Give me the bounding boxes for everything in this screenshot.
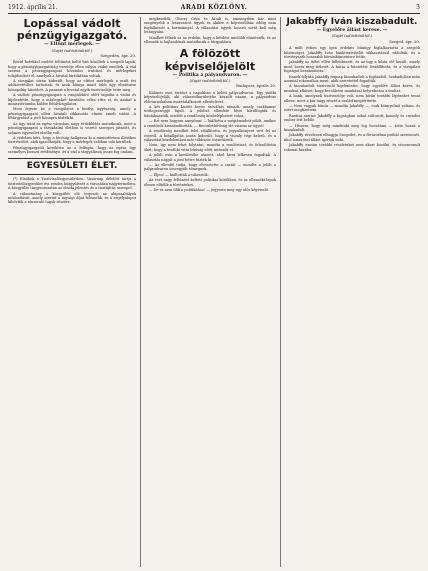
article-3-source: (Saját tudósítónktól.) — [331, 33, 373, 39]
article-3-paragraph: A bank, amelynek tisztviselője volt, nem kíván további lépéseket tenni ellene, mert a kár nagy részét a család megtérítette. — [284, 94, 420, 103]
article-2-paragraph: — Éljen! — kiáltották a választók. — [149, 172, 209, 177]
article-3-paragraph: A kiszabadult tisztviselő kijelentette, hogy egyelőre állást keres, és mindent elkövet, hogy becsületes munkával helyrehozza a multat. — [284, 84, 420, 93]
article-2-title-line1: A fölözött — [179, 47, 241, 61]
article-1-title-line2: pénzügyigazgató. — [16, 29, 128, 43]
article-3-paragraph: — Nem vagyok bűnös — mondta Jakabffy —, csak könnyelmű voltam, és ezért megfizettem. — [284, 103, 420, 113]
article-3-paragraph: Barátai szerint Jakabffy a fogságban sokat változott, komoly és csendes ember lett belőle. — [284, 113, 420, 123]
continued-article-body — [144, 17, 276, 44]
article-2-paragraph: — Ezt nem hagyom annyiban! — kiáltotta a megtámadott jelölt, amikor a rendőrök kiszabadították. — Becsületbíróság elé viszem az ügyet! — [144, 119, 276, 128]
article-1-dateline: Szegeden, ápr. 20. — [100, 53, 136, 58]
column-2 — [144, 17, 276, 567]
article-2-dateline: Budapest, április 20. — [236, 83, 276, 89]
article-1-title-line1: Lopással vádolt — [23, 17, 121, 30]
article-1-subtitle: — Eltűnt mérlegek. — — [44, 42, 100, 48]
section-body — [8, 177, 136, 204]
section-paragraph: (*) Elnökök a Tisztviselőegyesületben. Vasárnap délelőtt tartja a tisztviselőegyesület évi rendes közgyűlését a városháza nagytermében. A közgyűlés tárgysorozatán az elnöki jelentés és a tisztújítás szerepel. — [8, 177, 136, 191]
article-3-paragraph: Jakabffy az ítélet ellen fellebbezett, és az ügy a kúria elé került, amely most hozta meg ítéletét. A kúria a büntetést leszállította, és a vizsgálati fogságot beszámította. — [284, 60, 420, 74]
column-rule-2 — [280, 17, 281, 567]
header-paper-title: ARADI KÖZLÖNY. — [180, 4, 248, 11]
article-2-subtitle: — Politika a pályaudvaron. — — [172, 72, 248, 78]
article-1-body — [8, 60, 136, 154]
page-header — [8, 3, 420, 14]
article-2-paragraph: A két politikus között heves szóváltás támadt, amely csakhamar tettlegességgé fajult. A jelöltet ellenfele hívei körülfogták és bántalmazták, mielőtt a rendőrség közbeléphetett volna. — [144, 105, 276, 118]
article-1-paragraph: Rövid hetekkel ezelőtt feltűnést keltő hírt közöltek a szegedi lapok, hogy a pénzügyigazgatóság vezetője ellen súlyos vádat emeltek. A vád szerint a pénzügyigazgató hivatalos iratokat és mérlegeket tulajdonított el, amelyek a hivatal birtokában voltak. — [8, 60, 136, 78]
article-3-subtitle: — Egyelőre állást kerese. — — [316, 27, 388, 33]
article-1-paragraph: A vádlott pénzügyigazgató a vizsgálóbíró előtt tagadta a vádat és kijelentette, hogy a mérlegeket hivatalos célra vitte el, és azokat a minisztériumba küldte felülvizsgálatra. — [8, 93, 136, 107]
column-3 — [284, 17, 420, 567]
article-2-paragraph: A rendőrség mindkét felet előállította, és jegyzőkönyvet vett fel az esetről. A kihallgatás során kiderült, hogy a viszály régi keletű, és a választási küzdelemben már többször összetűztek. — [144, 129, 276, 142]
continued-paragraph: Mindkét félnek az az érdeke, hogy a kérdést mielőbb elintézzék, és az ellenzék is hajlandónak mutatkozik a tárgyalásra. — [144, 35, 276, 45]
article-3-dateline: Szeged, ápr. 20. — [389, 38, 420, 44]
article-3-body — [284, 46, 420, 152]
article-1-title — [8, 18, 136, 42]
article-1-paragraph: A védelem kéri, hogy a bíróság hallgassa ki a minisztérium illetékes tisztviselőit, akik igazolhatják, hogy a mérlegek valóban oda kerültek. — [8, 135, 136, 145]
article-3-paragraph: — Hiszem, hogy még mindenki meg fog bocsátani — tette hozzá a kiszabadult. — [284, 123, 420, 133]
article-1-paragraph: Pénzügyigazgatói körökben az a felfogás, hogy az egész ügy személyes bosszú eredménye, és a vád a tárgyaláson össze fog omlani. — [8, 145, 136, 155]
article-3-paragraph: A múlt évben egy igen érdekes bűnügy foglalkoztatta a szegedi közönséget. Jakabffy Iván banktisztviselőt sikkasztással vádolták, és a törvényszék hosszabb börtönbüntetésre ítélte. — [284, 46, 420, 59]
section-heading-box — [8, 158, 136, 176]
article-3-title: Jakabffy Iván kiszabadult. — [286, 17, 418, 27]
header-date: 1912. április 21. — [8, 4, 58, 11]
article-2-paragraph: A jelölt este a kerületébe utazott, ahol hívei lelkesen fogadták. A választás napját a jövő hétre tűzték ki. — [144, 153, 276, 162]
column-rule-1 — [140, 17, 141, 567]
header-page-number: 3 — [416, 4, 420, 11]
article-3-paragraph: Jakabffy rövidesen elhagyja Szegedet, és a fővárosban próbál szerencsét, ahol ismerősei állást ígértek neki. — [284, 133, 420, 142]
article-2-paragraph: Különös eset történt a napokban a keleti pályaudvaron. Egy vidéki képviselőjelölt, aki választókerületébe készült utazni, a pályaudvar előcsarnokában összetalálkozott ellenfelével. — [144, 90, 276, 104]
article-2-title-line2: képviselőjelölt — [164, 59, 256, 73]
article-3-paragraph: Ennek folytán Jakabffy tegnap kiszabadult a fogházból. Szabadulása után azonnal rokonaihoz ment, akik szeretettel fogadták. — [284, 74, 420, 83]
article-3-paragraph: Jakabffy ezután további részleteket nem akart közölni, és visszavonult rokonai házába. — [284, 143, 420, 152]
continued-paragraph: megkezdték, Ghiczy Géza és Aradi is, amennyiben bár mint szegényebb a leszavazott ügyek és akikre a képviselőház eddig nem foglalkozott a kormánnyal. A választási ügyek hosszú sorát kell még letárgyalni. — [144, 17, 276, 35]
section-paragraph: A választmány a közgyűlés elé terjeszti az alapszabályok módosítását, amely szerint a tagsági díjat felemelik, és a segélyalapot kibővítik a rászoruló tagok részére. — [8, 191, 136, 205]
article-2-source: (Saját tudósítónktól.) — [189, 78, 231, 84]
article-1-paragraph: A vizsgálat során kiderült, hogy az eltűnt mérlegek a mult évi adókivetéshez tartoztak, és azok hiánya miatt több ügy elintézése hónapokig húzódott. A panaszt a hivatal egyik tisztviselője tette meg. — [8, 79, 136, 92]
article-2-paragraph: — De ez nem illik a politikához! — jegyezte meg egy idős képviselő. — [149, 187, 270, 192]
section-heading: EGYESÜLETI ÉLET. — [26, 160, 118, 171]
article-1-paragraph: Az ügy iránt az egész városban nagy érdeklődés mutatkozik, mert a pénzügyigazgató a társadalmi életben is vezető szerepet játszott, és számos egyesület elnöke volt. — [8, 121, 136, 135]
column-1 — [8, 17, 136, 567]
article-2-title — [144, 48, 276, 72]
article-1-paragraph: Most fejezte be a vizsgálatot a királyi ügyészség, amely a pénzügyigazgató ellen hivatali sikkasztás címén emelt vádat. A főtárgyalást a jövő hónapra tűzték ki. — [8, 107, 136, 121]
article-2-paragraph: Nem, így nem lehet folytatni, mondta a rendőrtiszt, és felszólította őket, hogy a további vitát bíróság előtt intézzék el. — [144, 143, 276, 152]
article-2-paragraph: — Az ellenfél tudja, hogy elvesztette a csatát — mondta a jelölt a pályaudvaron összegyűlt tömegnek. — [144, 162, 276, 172]
article-2-paragraph: Az eset nagy feltűnést keltett politikai körökben, és az ellenzéki lapok élesen elítélik a történteket. — [144, 178, 276, 187]
article-1-source: (Saját tudósítónktól.) — [51, 47, 93, 53]
article-2-body — [144, 91, 276, 193]
